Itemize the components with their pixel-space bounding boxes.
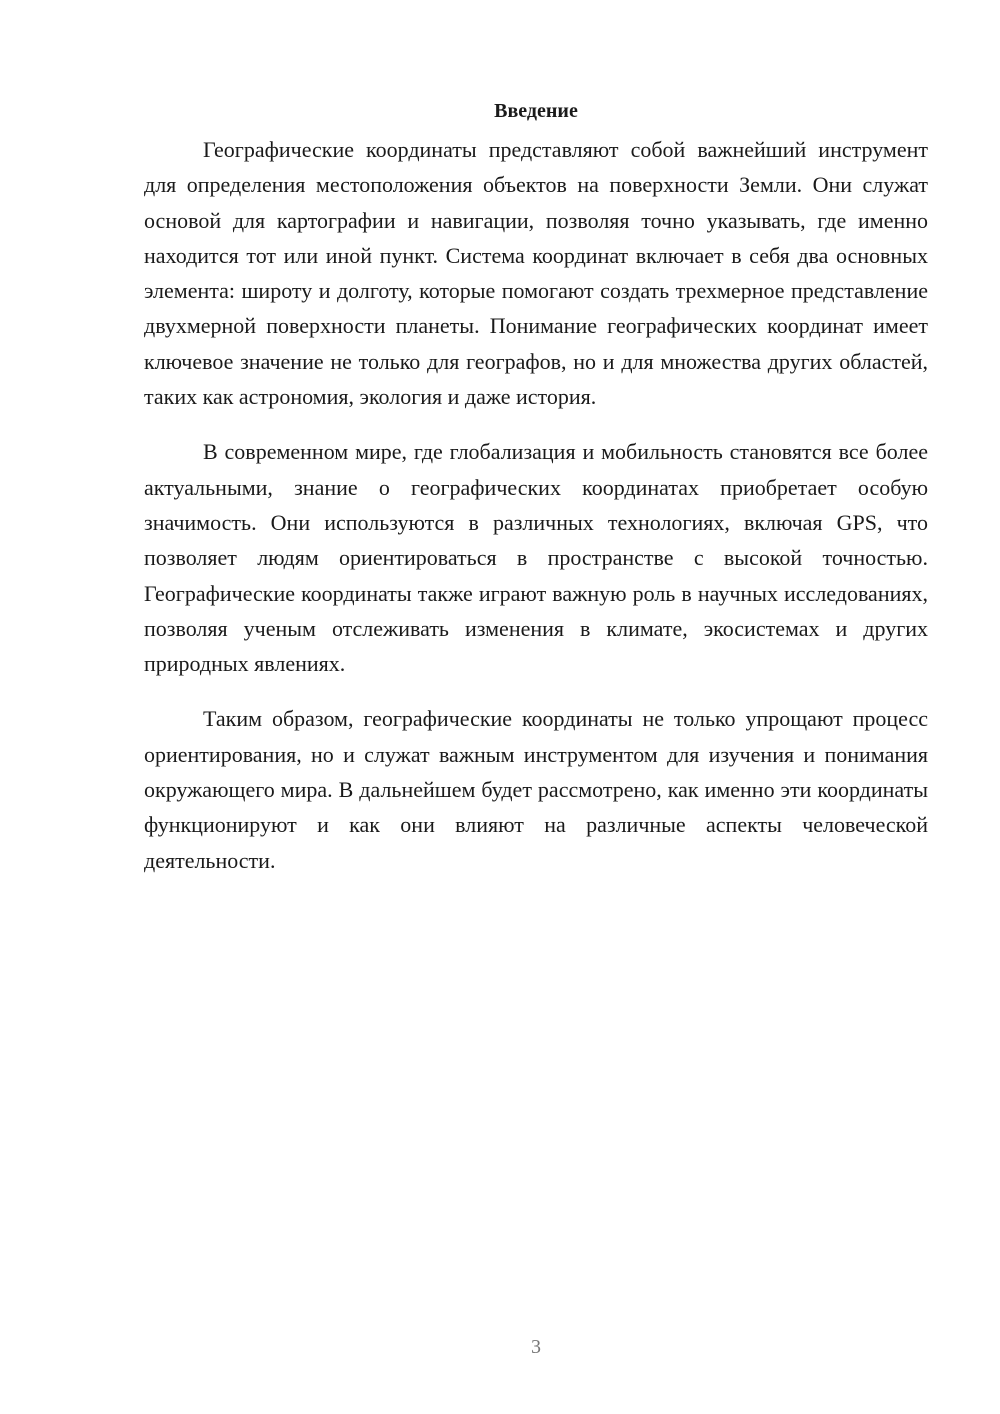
paragraph-3: Таким образом, географические координаты не только упрощают процесс ориентирования, но и служат важным инструментом для изучения и понимания окружающего мира. В дальнейшем будет рассмотрено, как именно эти координаты функционируют и как они влияют на различные аспекты человеческой деятельности.: [144, 706, 928, 873]
page-content: [144, 96, 928, 898]
section-title: Введение: [494, 100, 578, 122]
page-number: 3: [531, 1336, 541, 1358]
paragraph-1: Географические координаты представляют собой важнейший инструмент для определения местоположения объектов на поверхности Земли. Они служат основой для картографии и навигации, позволяя точно указывать, где именно находится тот или иной пункт. Система координат включает в себя два основных элемента: широту и долготу, которые помогают создать трехмерное представление двухмерной поверхности планеты. Понимание географических координат имеет ключевое значение не только для географов, но и для множества других областей, таких как астрономия, экология и даже история.: [144, 137, 928, 410]
paragraph-2: В современном мире, где глобализация и мобильность становятся все более актуальными, знание о географических координатах приобретает особую значимость. Они используются в различных технологиях, включая GPS, что позволяет людям ориентироваться в пространстве с высокой точностью. Географические координаты также играют важную роль в научных исследованиях, позволяя ученым отслеживать изменения в климате, экосистемах и других природных явлениях.: [144, 439, 928, 677]
